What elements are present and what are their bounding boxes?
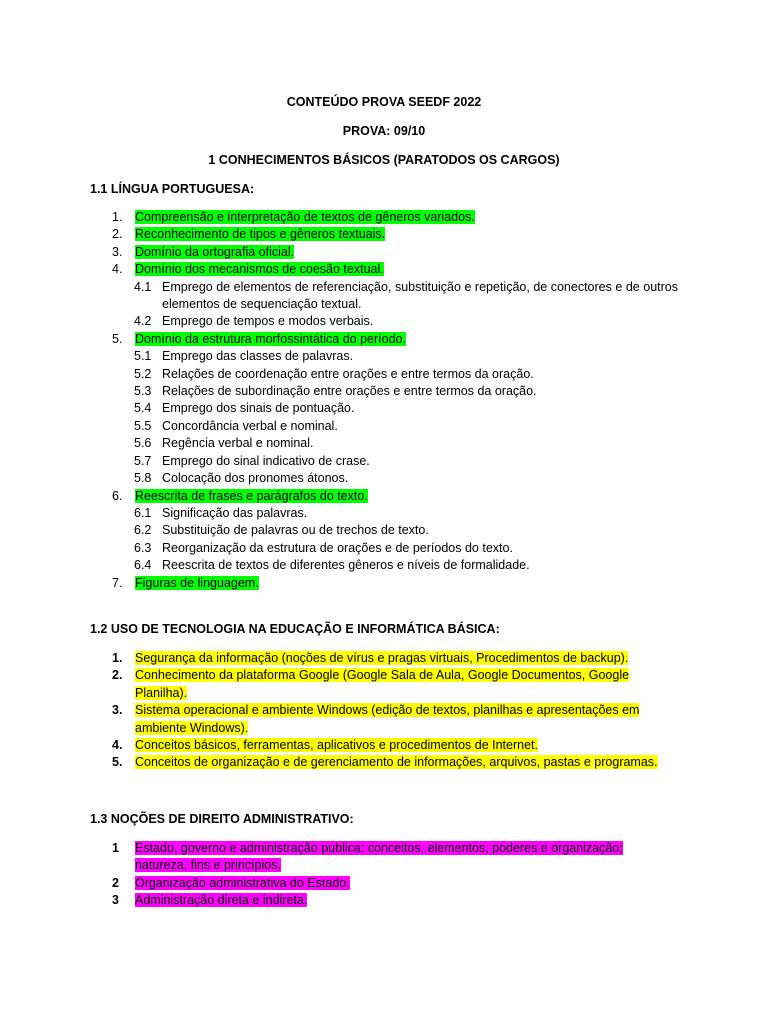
sub-item-text: Concordância verbal e nominal.	[162, 418, 338, 433]
list-item	[112, 892, 678, 909]
item-number: 3.	[112, 703, 123, 718]
item-text: Figuras de linguagem.	[135, 575, 259, 590]
item-number: 5.	[112, 331, 123, 346]
item-text: Conhecimento da plataforma Google (Google Sala de Aula, Google Documentos, Google Planilha).	[135, 668, 630, 700]
sub-item-number: 6.1	[134, 505, 152, 520]
list-item	[112, 244, 678, 261]
sub-item-number: 5.3	[134, 384, 152, 399]
list-item	[112, 575, 678, 592]
item-text: Reconhecimento de tipos e gêneros textuais.	[135, 227, 386, 242]
item-number: 3	[112, 893, 119, 908]
item-text: Domínio dos mecanismos de coesão textual.	[135, 262, 384, 277]
sub-item-text: Emprego de tempos e modos verbais.	[162, 314, 374, 329]
sub-item-number: 5.2	[134, 366, 152, 381]
list-item	[112, 840, 678, 875]
item-text: Conceitos de organização e de gerenciamento de informações, arquivos, pastas e programas.	[135, 755, 658, 770]
sub-item	[112, 557, 678, 574]
sub-item	[112, 453, 678, 470]
item-number: 6.	[112, 488, 123, 503]
document-title: CONTEÚDO PROVA SEEDF 2022	[286, 95, 482, 109]
item-text: Organização administrativa do Estado.	[135, 875, 350, 890]
tecnologia-list	[112, 650, 678, 772]
sub-item	[112, 435, 678, 452]
heading-lingua-portuguesa: 1.1 LÍNGUA PORTUGUESA:	[90, 182, 255, 196]
item-text: Domínio da ortografia oficial.	[135, 244, 295, 259]
sub-item-text: Regência verbal e nominal.	[162, 436, 314, 451]
list-item	[112, 261, 678, 278]
sub-item-number: 6.3	[134, 540, 152, 555]
item-text: Segurança da informação (noções de vírus e pragas virtuais, Procedimentos de backup).	[135, 651, 629, 665]
sub-item-text: Substituição de palavras ou de trechos de texto.	[162, 523, 429, 538]
sub-item-text: Emprego dos sinais de pontuação.	[162, 401, 355, 416]
item-text: Administração direta e indireta.	[135, 893, 308, 908]
sub-item-text: Relações de coordenação entre orações e entre termos da oração.	[162, 366, 534, 381]
direito-list	[112, 840, 678, 910]
item-number: 3.	[112, 244, 123, 259]
item-number: 5.	[112, 755, 123, 770]
section-title: 1 CONHECIMENTOS BÁSICOS (PARATODOS OS CARGOS)	[208, 153, 560, 167]
item-text: Compreensão e interpretação de textos de gêneros variados.	[135, 210, 475, 224]
sub-item-text: Significação das palavras.	[162, 505, 308, 520]
sub-item	[112, 279, 678, 314]
sub-item-text: Emprego de elementos de referenciação, substituição e repetição, de conectores e de outros elementos de sequenciação textual.	[162, 279, 678, 312]
sub-item-number: 5.6	[134, 436, 152, 451]
sub-item	[112, 505, 678, 522]
item-number: 4.	[112, 262, 123, 277]
item-number: 1.	[112, 210, 123, 224]
sub-item-text: Emprego das classes de palavras.	[162, 349, 354, 364]
list-item	[112, 737, 678, 754]
item-text: Conceitos básicos, ferramentas, aplicativos e procedimentos de Internet.	[135, 738, 538, 753]
sub-item	[112, 348, 678, 365]
item-text: Reescrita de frases e parágrafos do texto.	[135, 488, 368, 503]
list-item	[112, 331, 678, 348]
sub-item-number: 5.5	[134, 418, 152, 433]
item-number: 2.	[112, 668, 123, 683]
sub-item-number: 4.1	[134, 279, 152, 294]
list-item	[112, 650, 678, 667]
sub-item-number: 4.2	[134, 314, 152, 329]
sub-item	[112, 418, 678, 435]
sub-item-number: 6.4	[134, 558, 152, 573]
sub-item	[112, 400, 678, 417]
heading-direito-administrativo: 1.3 NOÇÕES DE DIREITO ADMINISTRATIVO:	[90, 812, 354, 826]
lingua-portuguesa-list	[112, 209, 678, 592]
item-number: 4.	[112, 738, 123, 753]
sub-item-number: 6.2	[134, 523, 152, 538]
sub-item-number: 5.4	[134, 401, 152, 416]
sub-item	[112, 540, 678, 557]
exam-date: PROVA: 09/10	[342, 124, 426, 138]
list-item	[112, 667, 678, 702]
sub-item-text: Reorganização da estrutura de orações e de períodos do texto.	[162, 540, 513, 555]
sub-item-text: Relações de subordinação entre orações e entre termos da oração.	[162, 384, 537, 399]
item-number: 7.	[112, 575, 123, 590]
list-item	[112, 488, 678, 505]
sub-item-number: 5.1	[134, 349, 152, 364]
sub-item-number: 5.8	[134, 471, 152, 486]
item-text: Sistema operacional e ambiente Windows (edição de textos, planilhas e apresentações em ambiente Windows).	[135, 703, 640, 735]
list-item	[112, 754, 678, 771]
item-number: 2	[112, 875, 119, 890]
item-number: 2.	[112, 227, 123, 242]
sub-item	[112, 522, 678, 539]
sub-item	[112, 470, 678, 487]
list-item	[112, 875, 678, 892]
sub-item	[112, 313, 678, 330]
sub-item	[112, 366, 678, 383]
sub-item-text: Emprego do sinal indicativo de crase.	[162, 453, 370, 468]
list-item	[112, 209, 678, 226]
sub-item-text: Colocação dos pronomes átonos.	[162, 471, 349, 486]
heading-tecnologia: 1.2 USO DE TECNOLOGIA NA EDUCAÇÃO E INFORMÁTICA BÁSICA:	[90, 622, 500, 636]
sub-item-number: 5.7	[134, 453, 152, 468]
list-item	[112, 702, 678, 737]
list-item	[112, 226, 678, 243]
item-number: 1	[112, 841, 119, 855]
sub-item-text: Reescrita de textos de diferentes gêneros e níveis de formalidade.	[162, 558, 530, 573]
item-text: Estado, governo e administração pública: conceitos, elementos, poderes e organização; natureza, fins e princípios.	[135, 841, 623, 873]
item-text: Domínio da estrutura morfossintática do período.	[135, 331, 406, 346]
sub-item	[112, 383, 678, 400]
item-number: 1.	[112, 651, 123, 665]
